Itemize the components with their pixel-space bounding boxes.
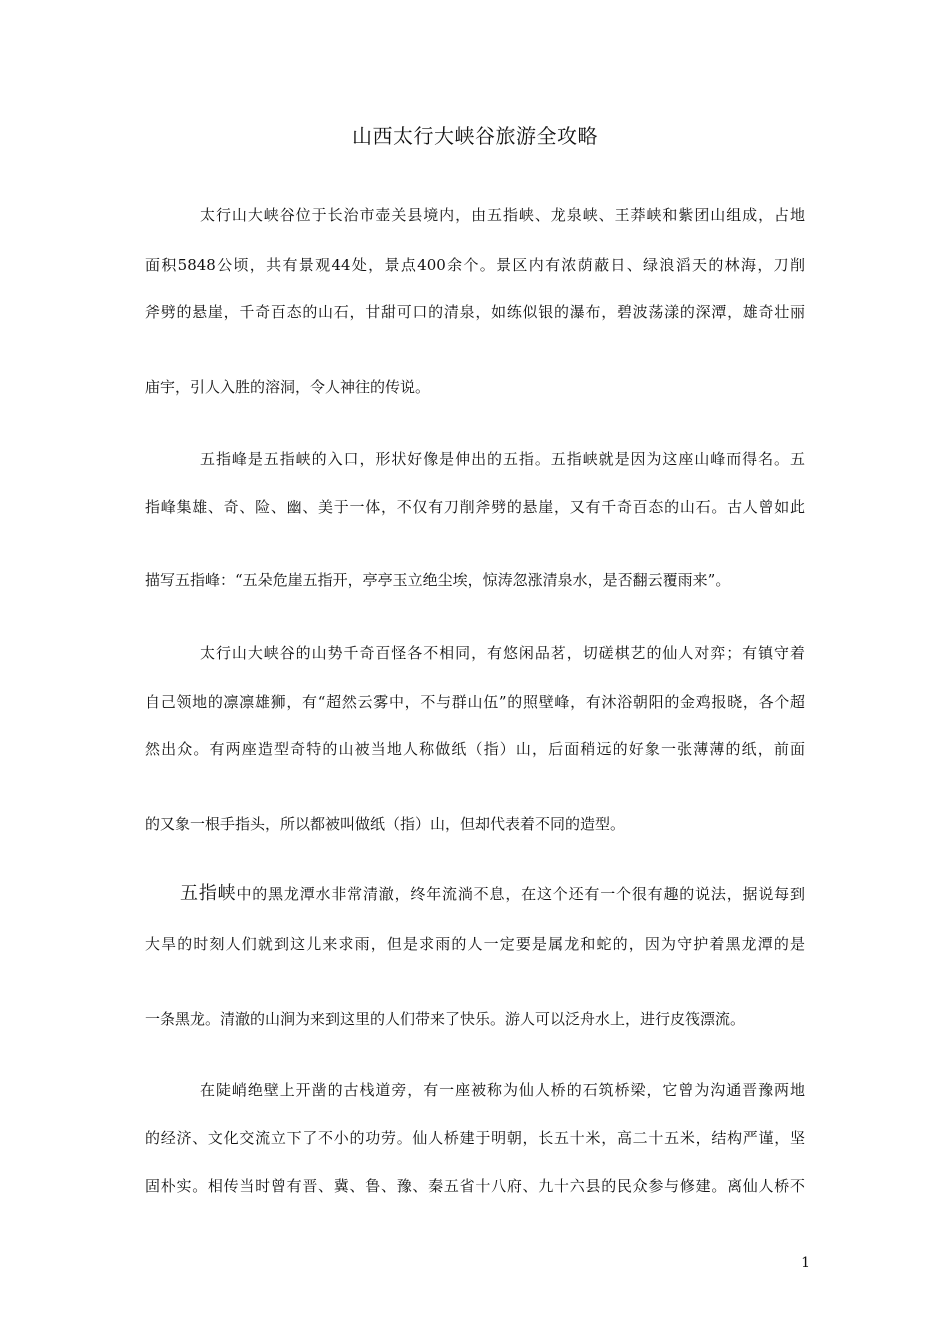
paragraph-line: 太行山大峡谷的山势千奇百怪各不相同，有悠闲品茗，切磋棋艺的仙人对弈；有镇守着 xyxy=(200,644,805,662)
paragraph-line: 大旱的时刻人们就到这儿来求雨，但是求雨的人一定要是属龙和蛇的，因为守护着黑龙潭的是 xyxy=(145,935,805,953)
paragraph-line: 庙宇，引人入胜的溶洞，令人神往的传说。 xyxy=(145,378,431,396)
paragraph-line: 太行山大峡谷位于长治市壶关县境内，由五指峡、龙泉峡、王莽峡和紫团山组成，占地 xyxy=(200,206,805,224)
paragraph-line: 面积5848公顷，共有景观44处，景点400余个。景区内有浓荫蔽日、绿浪滔天的林海，刀削 xyxy=(145,256,805,274)
paragraph-line: 指峰集雄、奇、险、幽、美于一体，不仅有刀削斧劈的悬崖，又有千奇百态的山石。古人曾如此 xyxy=(145,498,805,516)
paragraph-line: 的经济、文化交流立下了不小的功劳。仙人桥建于明朝，长五十米，高二十五米，结构严谨，坚 xyxy=(145,1129,805,1147)
paragraph-line: 自己领地的凛凛雄狮，有“超然云雾中，不与群山伍”的照壁峰，有沐浴朝阳的金鸡报晓，各个超 xyxy=(145,693,805,711)
lead-term: 五指峡 xyxy=(180,883,237,904)
paragraph-line: 五指峰是五指峡的入口，形状好像是伸出的五指。五指峡就是因为这座山峰而得名。五 xyxy=(200,450,805,468)
paragraph-line: 斧劈的悬崖，千奇百态的山石，甘甜可口的清泉，如练似银的瀑布，碧波荡漾的深潭，雄奇壮丽 xyxy=(145,303,805,321)
paragraph-line: 一条黑龙。清澈的山涧为来到这里的人们带来了快乐。游人可以泛舟水上，进行皮筏漂流。 xyxy=(145,1010,746,1028)
document-title: 山西太行大峡谷旅游全攻略 xyxy=(352,124,598,148)
paragraph-first-line xyxy=(180,884,805,904)
paragraph-line: 固朴实。相传当时曾有晋、冀、鲁、豫、秦五省十八府、九十六县的民众参与修建。离仙人桥不 xyxy=(145,1177,805,1195)
page-number: 1 xyxy=(801,1255,810,1271)
paragraph-line: 中的黑龙潭水非常清澈，终年流淌不息，在这个还有一个很有趣的说法，据说每到 xyxy=(236,885,805,903)
paragraph-line: 然出众。有两座造型奇特的山被当地人称做纸（指）山，后面稍远的好象一张薄薄的纸，前面 xyxy=(145,740,805,758)
paragraph-line: 描写五指峰：“五朵危崖五指开，亭亭玉立绝尘埃，惊涛忽涨清泉水，是否翻云覆雨来”。 xyxy=(145,571,731,589)
paragraph-line: 的又象一根手指头，所以都被叫做纸（指）山，但却代表着不同的造型。 xyxy=(145,815,626,833)
paragraph-line: 在陡峭绝壁上开凿的古栈道旁，有一座被称为仙人桥的石筑桥梁，它曾为沟通晋豫两地 xyxy=(200,1081,805,1099)
